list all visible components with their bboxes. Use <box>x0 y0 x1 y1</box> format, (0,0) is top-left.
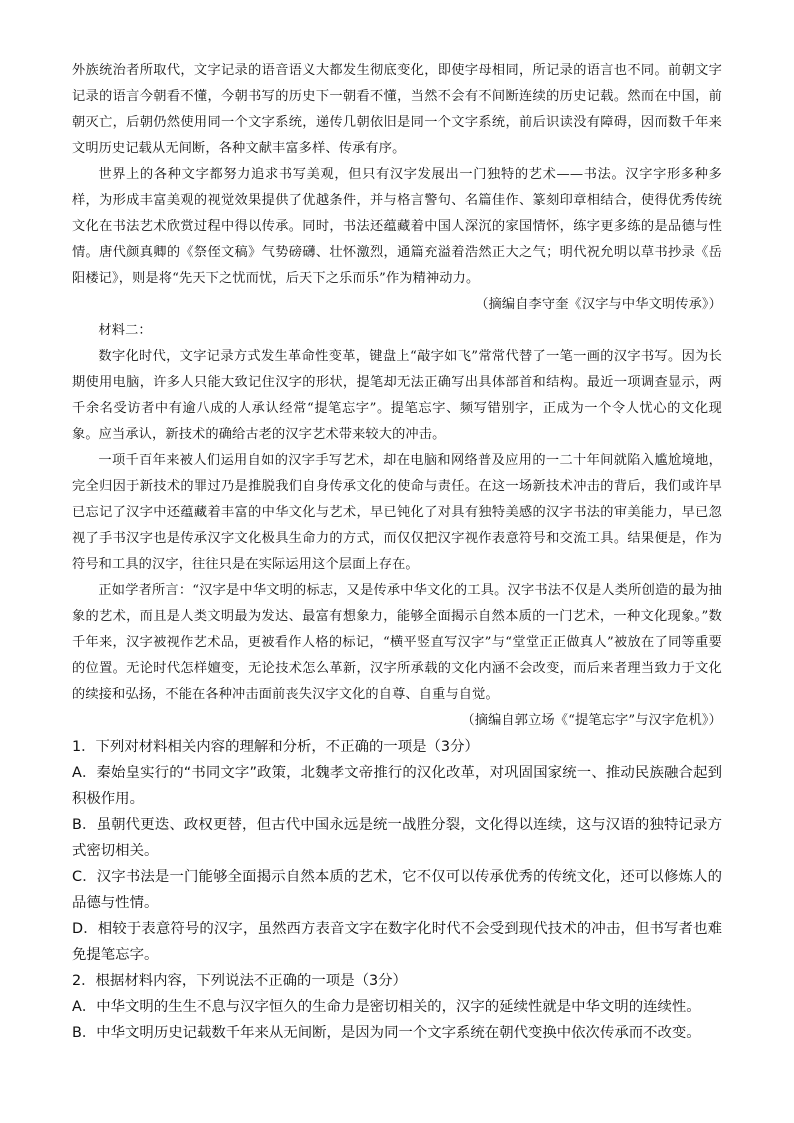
question-two-option-a: A．中华文明的生生不息与汉字恒久的生命力是密切相关的，汉字的延续性就是中华文明的连续性。 <box>72 999 701 1015</box>
material-two-text <box>72 318 722 734</box>
material-one-paragraph-calligraphy: 世界上的各种文字都努力追求书写美观，但只有汉字发展出一门独特的艺术——书法。汉字字形多种多样，为形成丰富美观的视觉效果提供了优越条件，并与格言警句、名篇佳作、篆刻印章相结合，使得优秀传统文化在书法艺术欣赏过程中得以传承。同时，书法还蕴藏着中国人深沉的家国情怀，练字更多练的是品德与性情。唐代颜真卿的《祭侄文稿》气势磅礴、壮怀激烈，通篇充溢着浩然正大之气；明代祝允明以草书抄录《岳阳楼记》，则是将“先天下之忧而忧，后天下之乐而乐”作为精神动力。 <box>72 167 722 286</box>
question-two-option-b: B．中华文明历史记载数千年来从无间断，是因为同一个文字系统在朝代变换中依次传承而不改变。 <box>72 1025 701 1041</box>
material-two-source: （摘编自郭立场《“提笔忘字”与汉字危机》） <box>461 713 722 728</box>
questions-section <box>72 734 722 1046</box>
material-two-paragraph-handwriting: 一项千百年来被人们运用自如的汉字手写艺术，却在电脑和网络普及应用的一二十年间就陷入尴尬境地，完全归因于新技术的罪过乃是推脱我们自身传承文化的使命与责任。在这一场新技术冲击的背后，我们或许早已忘记了汉字中还蕴藏着丰富的中华文化与艺术，早已钝化了对具有独特美感的汉字书法的审美能力，早已忽视了手书汉字也是传承汉字文化极具生命力的方式，而仅仅把汉字视作表意符号和交流工具。结果便是，作为符号和工具的汉字，往往只是在实际运用这个层面上存在。 <box>72 453 722 572</box>
material-two-paragraph-scholar-quote: 正如学者所言：“汉字是中华文明的标志，又是传承中华文化的工具。汉字书法不仅是人类所创造的最为抽象的艺术，而且是人类文明最为发达、最富有想象力，能够全面揭示自然本质的一门艺术，一种文化现象。”数千年来，汉字被视作艺术品，更被看作人格的标记，“横平竖直写汉字”与“堂堂正正做真人”被放在了同等重要的位置。无论时代怎样嬗变，无论技术怎么革新，汉字所承载的文化内涵不会改变，而后来者理当致力于文化的续接和弘扬，不能在各种冲击面前丧失汉字文化的自尊、自重与自觉。 <box>72 583 722 702</box>
material-two-label: 材料二： <box>98 323 152 338</box>
question-one-option-d: D．相较于表意符号的汉字，虽然西方表音文字在数字化时代不会受到现代技术的冲击，但书写者也难免提笔忘字。 <box>72 921 722 963</box>
material-one-paragraph-continued: 外族统治者所取代，文字记录的语音语义大都发生彻底变化，即使字母相同，所记录的语言也不同。前朝文字记录的语言今朝看不懂，今朝书写的历史下一朝看不懂，当然不会有不间断连续的历史记载。然而在中国，前朝灭亡，后朝仍然使用同一个文字系统，递传几朝依旧是同一个文字系统，前后识读没有障碍，因而数千年来文明历史记载从无间断，各种文献丰富多样、传承有序。 <box>72 63 722 156</box>
question-one-stem: 1．下列对材料相关内容的理解和分析，不正确的一项是（3分） <box>72 739 479 755</box>
question-one-option-b: B．虽朝代更迭、政权更替，但古代中国永远是统一战胜分裂，文化得以连续，这与汉语的独特记录方式密切相关。 <box>72 817 722 859</box>
material-two-paragraph-digital-era: 数字化时代，文字记录方式发生革命性变革，键盘上“敲字如飞”常常代替了一笔一画的汉字书写。因为长期使用电脑，许多人只能大致记住汉字的形状，提笔却无法正确写出具体部首和结构。最近一项调查显示，两千余名受访者中有逾八成的人承认经常“提笔忘字”。提笔忘字、频写错别字，正成为一个令人忧心的文化现象。应当承认，新技术的确给古老的汉字艺术带来较大的冲击。 <box>72 349 722 442</box>
question-one-option-c: C．汉字书法是一门能够全面揭示自然本质的艺术，它不仅可以传承优秀的传统文化，还可以修炼人的品德与性情。 <box>72 869 722 911</box>
exam-page <box>72 58 722 1046</box>
material-one-text <box>72 58 722 318</box>
question-one-option-a: A．秦始皇实行的“书同文字”政策，北魏孝文帝推行的汉化改革，对巩固国家统一、推动民族融合起到积极作用。 <box>72 765 722 807</box>
question-two-stem: 2．根据材料内容，下列说法不正确的一项是（3分） <box>72 973 407 989</box>
material-one-source: （摘编自李守奎《汉字与中华文明传承》） <box>475 297 722 312</box>
